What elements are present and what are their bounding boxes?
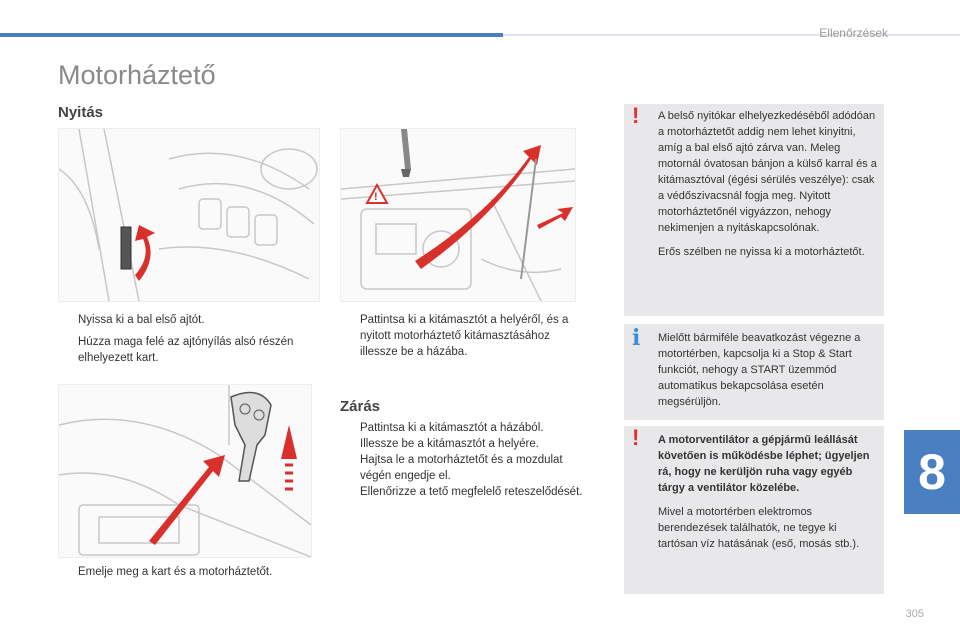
list-item: Pattintsa ki a kitámasztót a házából. <box>360 422 544 434</box>
section-label: Ellenőrzések <box>819 26 888 40</box>
svg-text:!: ! <box>374 191 378 203</box>
warning-notice-bonnet <box>624 104 884 316</box>
notice-paragraph: Mielőtt bármiféle beavatkozást végezne a motortérben, kapcsolja ki a Stop & Start funkciót, nehogy a START üzemmód automatikus bekapcsolása esetén megsérüljön. <box>658 332 861 408</box>
list-item: Emelje meg a kart és a motorháztetőt. <box>78 566 273 578</box>
page-title: Motorháztető <box>58 60 216 90</box>
illustration-outer-lever <box>58 384 312 558</box>
list-item: Ellenőrizze a tető megfelelő reteszelődését. <box>360 486 583 498</box>
list-item: Nyissa ki a bal első ajtót. <box>78 314 205 326</box>
illustration-interior-lever <box>58 128 320 302</box>
info-notice-stop-start <box>624 324 884 420</box>
notice-paragraph: Erős szélben ne nyissa ki a motorháztetőt. <box>658 246 865 258</box>
warning-icon: ! <box>632 425 640 450</box>
chapter-tab: 8 <box>904 430 960 514</box>
illustration-engine-prop <box>340 128 576 302</box>
notice-paragraph-bold: A motorventilátor a gépjármű leállását követően is működésbe léphet; ügyeljen rá, hogy ne kerüljön ruha vagy egyéb tárgy a ventilátor közelébe. <box>658 434 870 494</box>
opening-step-bottom <box>58 564 320 586</box>
notice-paragraph: Mivel a motortérben elektromos berendezések találhatók, ne tegye ki tartósan víz hatásának (eső, mosás stb.). <box>658 506 860 550</box>
header-rule <box>503 34 960 36</box>
warning-notice-fan <box>624 426 884 594</box>
opening-heading: Nyitás <box>58 104 104 121</box>
closing-heading: Zárás <box>340 398 381 415</box>
warning-icon: ! <box>632 103 640 128</box>
list-item: Pattintsa ki a kitámasztót a helyéről, és a nyitott motorháztető kitámasztásához illessze be a házába. <box>360 314 569 358</box>
closing-steps <box>340 420 590 500</box>
list-item: Hajtsa le a motorháztetőt és a mozdulat végén engedje el. <box>360 454 563 482</box>
header-bar <box>0 33 503 37</box>
opening-steps-left <box>58 312 320 372</box>
list-item: Húzza maga felé az ajtónyílás alsó részén elhelyezett kart. <box>78 336 294 364</box>
page-number: 305 <box>905 608 924 620</box>
notice-paragraph: A belső nyitókar elhelyezkedéséből adódóan a motorháztetőt addig nem lehet kinyitni, amíg a bal első ajtó zárva van. Meleg motornál óvatosan bánjon a külső karral és a kitámasztóval (égési sérülés veszélye): csak a védőszivacsnál fogja meg. Nyitott motorháztetőnél vigyázzon, nehogy nekimenjen a nyitáskapcsolónak. <box>658 110 877 234</box>
list-item: Illessze be a kitámasztót a helyére. <box>360 438 539 450</box>
opening-steps-right <box>340 312 580 366</box>
info-icon: i <box>632 325 641 351</box>
